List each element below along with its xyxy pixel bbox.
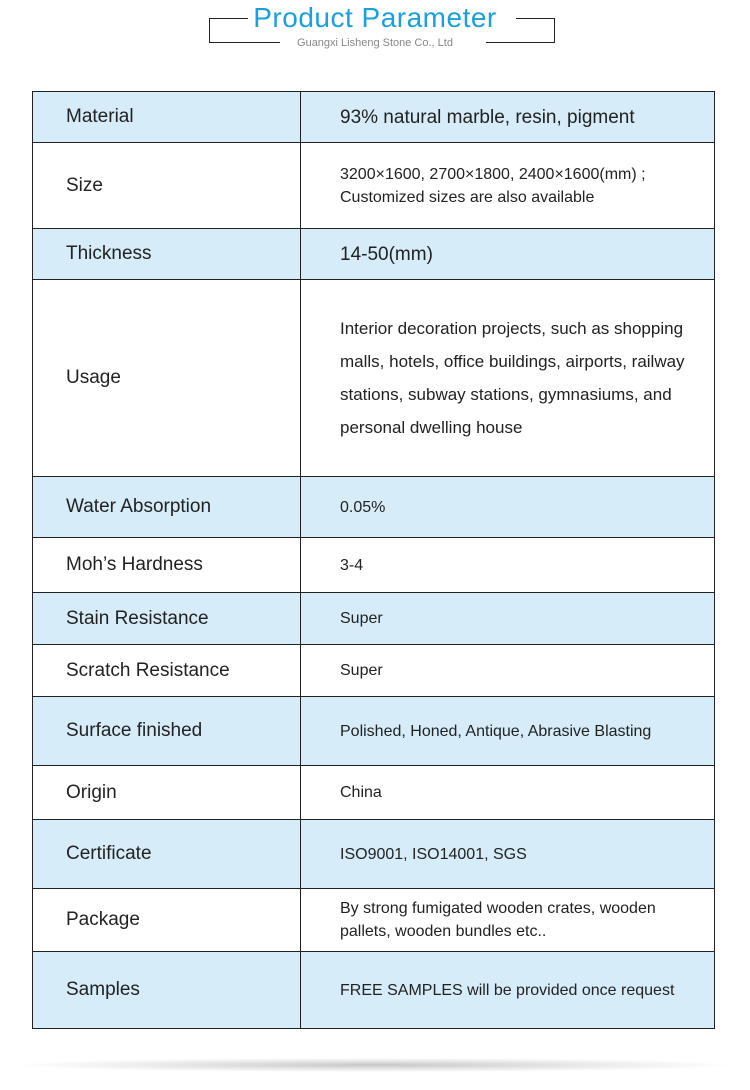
table-row	[33, 952, 715, 1029]
param-value: 0.05%	[301, 477, 715, 538]
param-value: 93% natural marble, resin, pigment	[301, 92, 715, 143]
param-value: China	[301, 766, 715, 820]
param-label: Scratch Resistance	[33, 645, 301, 697]
param-label: Certificate	[33, 820, 301, 889]
table-row	[33, 229, 715, 280]
param-label: Package	[33, 889, 301, 952]
param-label: Origin	[33, 766, 301, 820]
param-value: 3200×1600, 2700×1800, 2400×1600(mm) ; Customized sizes are also available	[301, 143, 715, 229]
table-row	[33, 538, 715, 593]
param-value: FREE SAMPLES will be provided once request	[301, 952, 715, 1029]
table-row	[33, 143, 715, 229]
param-label: Material	[33, 92, 301, 143]
param-value: Interior decoration projects, such as shopping malls, hotels, office buildings, airports, railway stations, subway stations, gymnasiums, and personal dwelling house	[301, 280, 715, 477]
table-row	[33, 593, 715, 645]
param-value: ISO9001, ISO14001, SGS	[301, 820, 715, 889]
param-value: Super	[301, 645, 715, 697]
param-value: Super	[301, 593, 715, 645]
table-row	[33, 477, 715, 538]
param-label: Samples	[33, 952, 301, 1029]
product-parameter-table	[32, 91, 715, 1029]
table-row	[33, 889, 715, 952]
param-label: Water Absorption	[33, 477, 301, 538]
param-value: Polished, Honed, Antique, Abrasive Blasting	[301, 697, 715, 766]
param-label: Stain Resistance	[33, 593, 301, 645]
table-row	[33, 766, 715, 820]
param-label: Thickness	[33, 229, 301, 280]
param-value: 3-4	[301, 538, 715, 593]
param-label: Moh’s Hardness	[33, 538, 301, 593]
page-header	[0, 0, 750, 60]
param-value: By strong fumigated wooden crates, wooden pallets, wooden bundles etc..	[301, 889, 715, 952]
table-row	[33, 645, 715, 697]
table-row	[33, 697, 715, 766]
param-label: Usage	[33, 280, 301, 477]
param-label: Surface finished	[33, 697, 301, 766]
company-name: Guangxi Lisheng Stone Co., Ltd	[297, 37, 453, 49]
param-label: Size	[33, 143, 301, 229]
table-row	[33, 92, 715, 143]
table-row	[33, 280, 715, 477]
param-value: 14-50(mm)	[301, 229, 715, 280]
page-title: Product Parameter	[253, 2, 497, 33]
table-row	[33, 820, 715, 889]
bottom-shadow-divider	[20, 1058, 730, 1072]
